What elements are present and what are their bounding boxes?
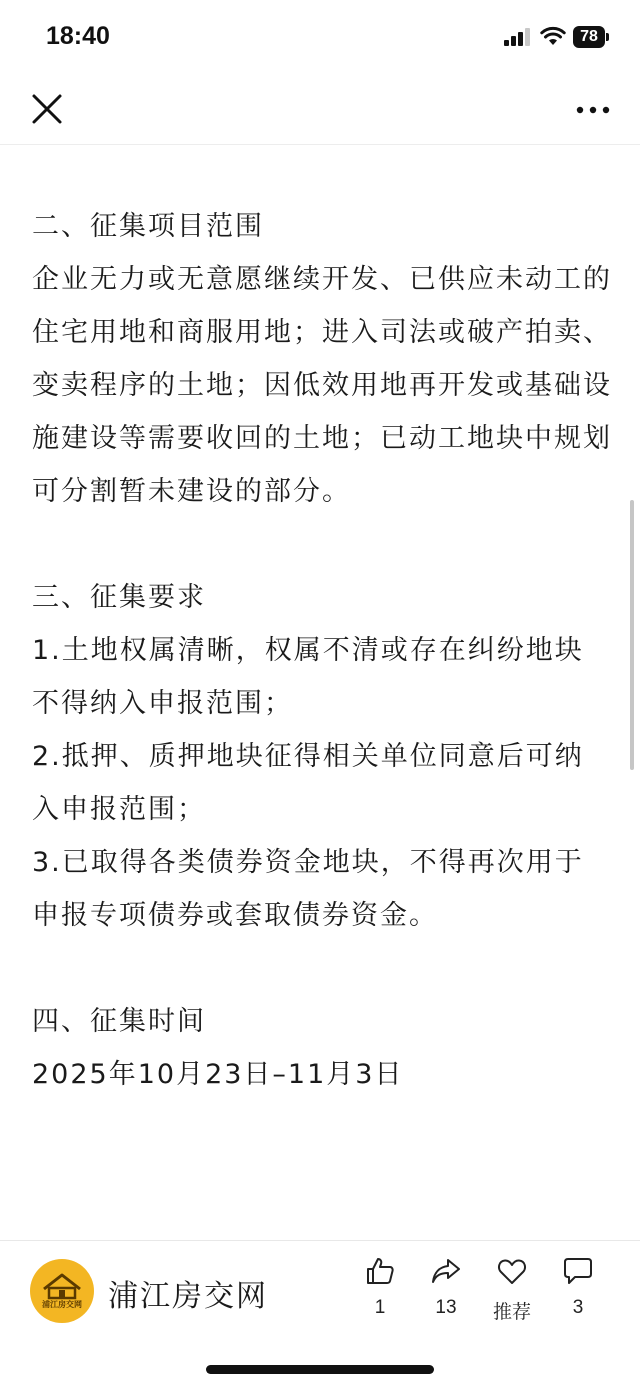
more-button[interactable]	[568, 88, 618, 132]
article-body	[32, 200, 612, 1101]
section-heading-scope: 二、征集项目范围	[32, 211, 264, 242]
avatar[interactable]	[30, 1259, 94, 1323]
heart-icon	[496, 1255, 528, 1287]
bottom-bar	[0, 1240, 640, 1385]
avatar-label: 浦江房交网	[42, 1300, 82, 1309]
requirement-item: 2.抵押、质押地块征得相关单位同意后可纳入申报范围；	[32, 741, 584, 825]
more-icon	[568, 88, 618, 132]
recommend-button[interactable]	[482, 1255, 542, 1324]
nav-bar	[0, 80, 640, 145]
comment-count: 3	[572, 1297, 584, 1318]
collection-period: 2025年10月23日–11月3日	[32, 1059, 404, 1090]
recommend-label: 推荐	[492, 1302, 531, 1323]
close-button[interactable]	[26, 88, 70, 132]
like-button[interactable]	[350, 1255, 410, 1319]
like-count: 1	[374, 1297, 386, 1318]
signal-icon	[504, 28, 532, 46]
house-logo-icon	[30, 1259, 94, 1323]
thumbs-up-icon	[364, 1255, 396, 1287]
share-icon	[430, 1255, 462, 1287]
close-icon	[26, 88, 70, 132]
scope-paragraph: 企业无力或无意愿继续开发、已供应未动工的住宅用地和商服用地；进入司法或破产拍卖、变卖程序的土地；因低效用地再开发或基础设施建设等需要收回的土地；已动工地块中规划可分割暂未建设的部分。	[32, 264, 612, 507]
requirement-item: 1.土地权属清晰，权属不清或存在纠纷地块不得纳入申报范围；	[32, 635, 584, 719]
account-name[interactable]: 浦江房交网	[108, 1279, 268, 1314]
battery-cap	[606, 33, 609, 41]
wifi-icon	[540, 26, 566, 46]
status-time: 18:40	[46, 22, 110, 50]
scrollbar[interactable]	[630, 500, 634, 770]
status-bar	[0, 0, 640, 80]
battery-icon: 78	[573, 26, 605, 48]
section-heading-time: 四、征集时间	[32, 1006, 206, 1037]
requirement-item: 3.已取得各类债券资金地块，不得再次用于申报专项债券或套取债券资金。	[32, 847, 584, 931]
share-count: 13	[435, 1297, 457, 1318]
section-heading-requirements: 三、征集要求	[32, 582, 206, 613]
share-button[interactable]	[416, 1255, 476, 1319]
comment-icon	[562, 1255, 594, 1287]
home-indicator[interactable]	[206, 1365, 434, 1374]
comment-button[interactable]	[548, 1255, 608, 1319]
